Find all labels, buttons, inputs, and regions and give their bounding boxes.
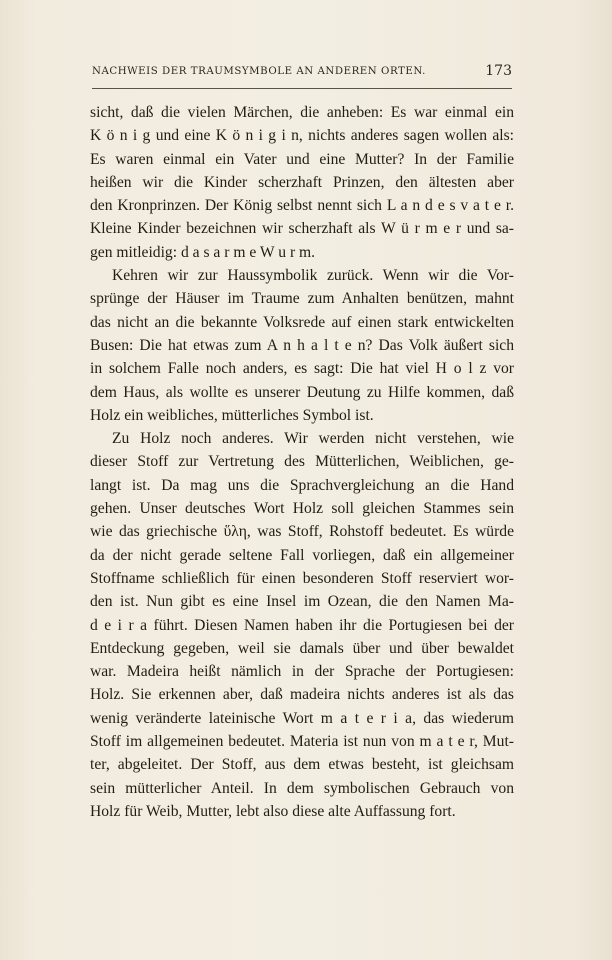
running-head: NACHWEIS DER TRAUMSYMBOLE AN ANDEREN ORTEN. [92, 66, 426, 77]
text-line: Entdeckung gegeben, weil sie damals über und über bewaldet [90, 639, 514, 657]
text-line: Es waren einmal ein Vater und eine Mutter? In der Familie [90, 150, 514, 168]
text-line: wenig veränderte lateinische Wort m a t e r i a, das wiederum [90, 709, 514, 727]
paragraph-start-line: Kehren wir zur Haussymbolik zurück. Wenn wir die Vor- [112, 267, 514, 285]
text-line: sicht, daß die vielen Märchen, die anheben: Es war einmal ein [90, 104, 514, 121]
text-line: da der nicht gerade seltene Fall vorliegen, daß ein allgemeiner [90, 546, 514, 564]
text-line: ter, abgeleitet. Der Stoff, aus dem etwas besteht, ist gleichsam [90, 756, 514, 774]
text-line: sein mütterlicher Anteil. In dem symbolischen Gebrauch von [90, 779, 514, 797]
text-line: dieser Stoff zur Vertretung des Mütterlichen, Weiblichen, ge- [90, 453, 514, 471]
text-line: Stoffname schließlich für einen besonderen Stoff reserviert wor- [90, 569, 514, 587]
text-line: gehen. Unser deutsches Wort Holz soll gleichen Stammes sein [90, 500, 514, 518]
text-line: d e i r a führt. Diesen Namen haben ihr die Portugiesen bei der [90, 616, 514, 634]
text-line: K ö n i g und eine K ö n i g i n, nichts anderes sagen wollen als: [90, 127, 514, 145]
text-line: war. Madeira heißt nämlich in der Sprache der Portugiesen: [90, 663, 514, 681]
text-line: Busen: Die hat etwas zum A n h a l t e n? Das Volk äußert sich [90, 336, 514, 354]
text-line: den Kronprinzen. Der König selbst nennt sich L a n d e s v a t e r. [90, 197, 514, 215]
text-line: Holz für Weib, Mutter, lebt also diese alte Auffassung fort. [90, 802, 456, 820]
text-line: den ist. Nun gibt es eine Insel im Ozean, die den Namen Ma- [90, 593, 514, 611]
header-rule [92, 88, 512, 89]
text-line: in solchem Falle noch anders, es sagt: Die hat viel H o l z vor [90, 360, 514, 378]
paragraph-start-line: Zu Holz noch anderes. Wir werden nicht verstehen, wie [112, 430, 514, 448]
text-line: Holz. Sie erkennen aber, daß madeira nichts anderes ist als das [90, 686, 514, 704]
text-line: heißen wir die Kinder scherzhaft Prinzen, den ältesten aber [90, 173, 514, 191]
text-line: Holz ein weibliches, mütterliches Symbol ist. [90, 406, 374, 424]
text-line: langt ist. Da mag uns die Sprachvergleichung an die Hand [90, 476, 514, 494]
page-header [92, 64, 512, 82]
text-line: dem Haus, als wollte es unserer Deutung zu Hilfe kommen, daß [90, 383, 514, 401]
page-number: 173 [485, 63, 512, 79]
body-text [90, 101, 514, 823]
text-line: wie das griechische ὕλη, was Stoff, Rohstoff bedeutet. Es würde [90, 523, 514, 541]
text-line: Kleine Kinder bezeichnen wir scherzhaft als W ü r m e r und sa- [90, 220, 514, 238]
text-line: das nicht an die bekannte Volksrede auf einen stark entwickelten [90, 313, 514, 331]
text-line: gen mitleidig: d a s a r m e W u r m. [90, 243, 316, 261]
text-line: sprünge der Häuser im Traume zum Anhalten benützen, mahnt [90, 290, 514, 308]
text-line: Stoff im allgemeinen bedeutet. Materia ist nun von m a t e r, Mut- [90, 733, 514, 751]
